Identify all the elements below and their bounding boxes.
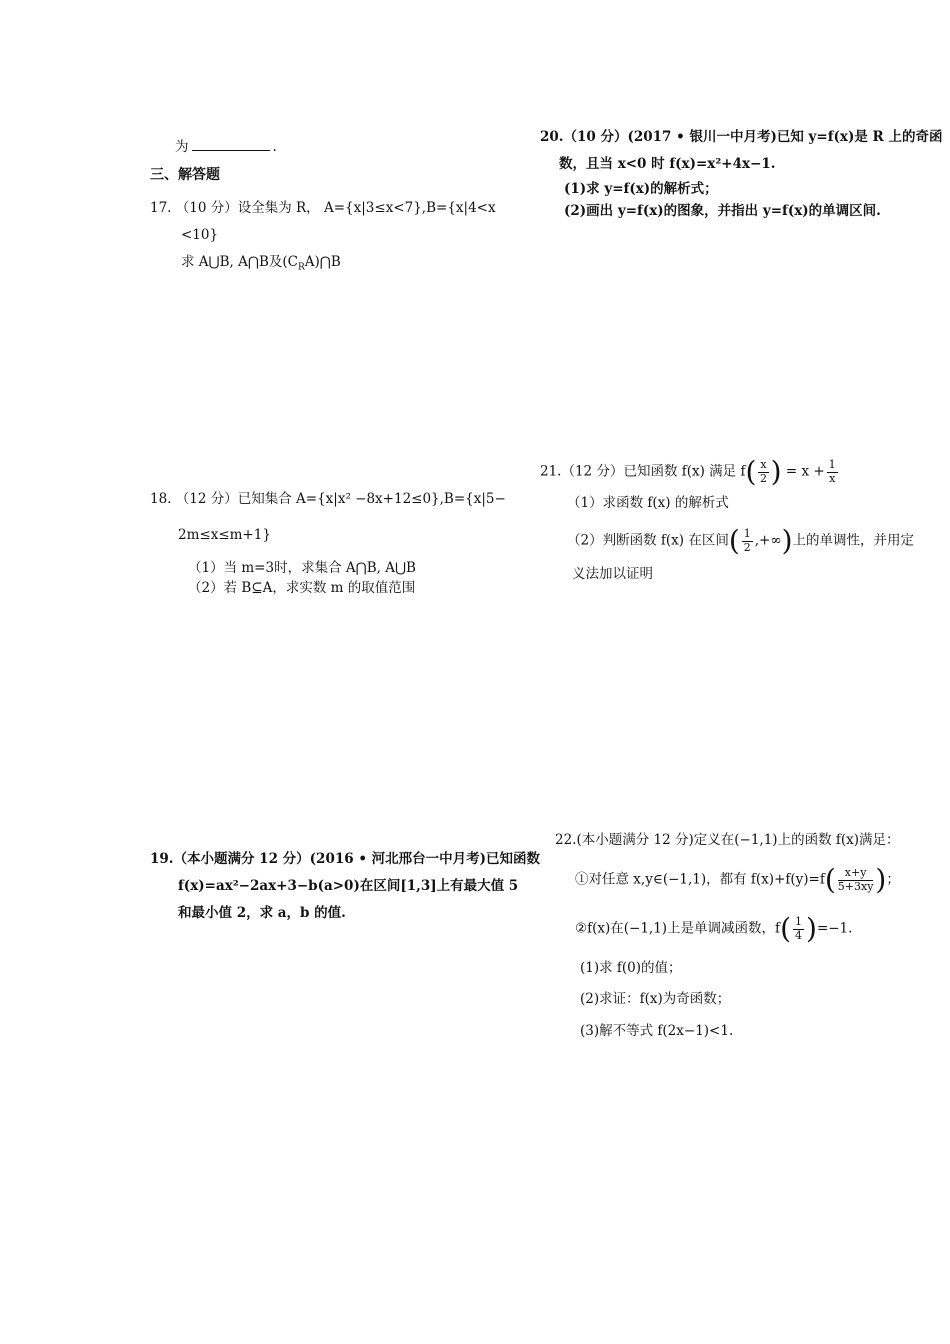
q20-part1: (1)求 y=f(x)的解析式； [564,181,718,197]
q17-line3 [181,256,341,273]
q21-interval-paren-close: ) [781,524,793,557]
q22-part1: (1)求 f(0)的值； [580,960,682,976]
q21-interval-den: 2 [743,540,751,554]
q21-part2-line1 [567,524,915,557]
q21-eq-tail: = x + [785,463,825,480]
q18-part2: （2）若 B⊆A，求实数 m 的取值范围 [188,580,416,596]
q21-frac2-num: 1 [828,458,836,472]
q22-cond1-lead: ①对任意 x,y∈(−1,1)，都有 f(x)+f(y)=f [575,871,825,888]
q22-cond1-frac [838,867,874,892]
q22-part2: (2)求证：f(x)为奇函数； [580,991,731,1007]
q18-line2: 2m≤x≤m+1} [178,527,271,543]
q17-line3-head: 求 A⋃B, A⋂B及(C [181,254,298,270]
q22-cond1-paren-open: ( [824,863,836,896]
q18-line1: 18. （12 分）已知集合 A={x|x² −8x+12≤0},B={x|5− [150,491,506,507]
q19-line3: 和最小值 2，求 a，b 的值. [178,905,346,921]
q20-part2: (2)画出 y=f(x)的图象，并指出 y=f(x)的单调区间. [564,203,881,219]
q17-line1: 17. （10 分）设全集为 R， A={x|3≤x<7},B={x|4<x [150,200,496,216]
q21-frac-x-2 [758,459,768,484]
q22-cond2-paren-open: ( [780,912,791,945]
q19-line2: f(x)=ax²−2ax+3−b(a>0)在区间[1,3]上有最大值 5 [178,878,519,894]
q21-frac-1-x [827,459,838,484]
q21-paren-close: ) [770,455,782,488]
q22-cond1-num: x+y [838,867,874,880]
fill-blank-prefix: 为 [175,139,189,155]
q22-line1: 22.(本小题满分 12 分)定义在(−1,1)上的函数 f(x)满足： [555,832,900,848]
q20-line2: 数，且当 x<0 时 f(x)=x²+4x−1. [559,156,776,172]
q22-cond2-frac [793,916,804,941]
q22-cond2-num: 1 [795,915,802,929]
section-title: 三、解答题 [150,167,220,183]
q18-part1: （1）当 m=3时，求集合 A⋂B, A⋃B [188,560,416,576]
q22-cond1 [575,863,900,896]
q21-part2-lead: （2）判断函数 f(x) 在区间 [567,532,729,549]
q22-cond1-paren-close: ) [875,863,887,896]
fill-blank-line [175,138,277,155]
q21-frac-den: 2 [760,471,767,485]
q21-interval-frac [742,528,753,553]
q20-line1: 20.（10 分）(2017 • 银川一中月考)已知 y=f(x)是 R 上的奇函 [540,129,943,145]
q21-paren: ( [745,455,757,488]
fill-blank-suffix: . [272,139,277,155]
answer-blank [192,138,270,151]
q22-cond1-den: 5+3xy [837,879,874,893]
q21-interval-tail: ,+∞ [754,532,782,549]
q22-cond2-den: 4 [795,928,802,942]
q22-cond2-paren-close: ) [806,912,817,945]
q17-line2: <10} [181,227,219,243]
q21-interval-num: 1 [743,527,751,541]
q22-cond2-lead: ②f(x)在(−1,1)上是单调减函数，f [575,920,781,937]
q21-frac2-den: x [829,471,836,485]
q22-cond2-tail: =−1. [816,920,853,937]
q21-part2-tail: 上的单调性，并用定 [792,532,915,549]
q22-cond1-tail: ； [886,871,900,888]
q22-cond2 [575,912,853,945]
q17-subscript: R [297,262,305,273]
q21-part1: （1）求函数 f(x) 的解析式 [567,495,729,511]
q21-interval-paren-open: ( [728,524,740,557]
q21-line1 [540,455,840,488]
q21-frac-num: x [760,458,767,472]
q19-line1: 19.（本小题满分 12 分）(2016 • 河北邢台一中月考)已知函数 [150,851,541,867]
q21-lead: 21.（12 分）已知函数 f(x) 满足 f [540,463,746,480]
q21-part2-line2: 义法加以证明 [572,566,653,582]
q22-part3: (3)解不等式 f(2x−1)<1. [580,1023,734,1039]
q17-line3-tail: A)⋂B [304,254,341,270]
